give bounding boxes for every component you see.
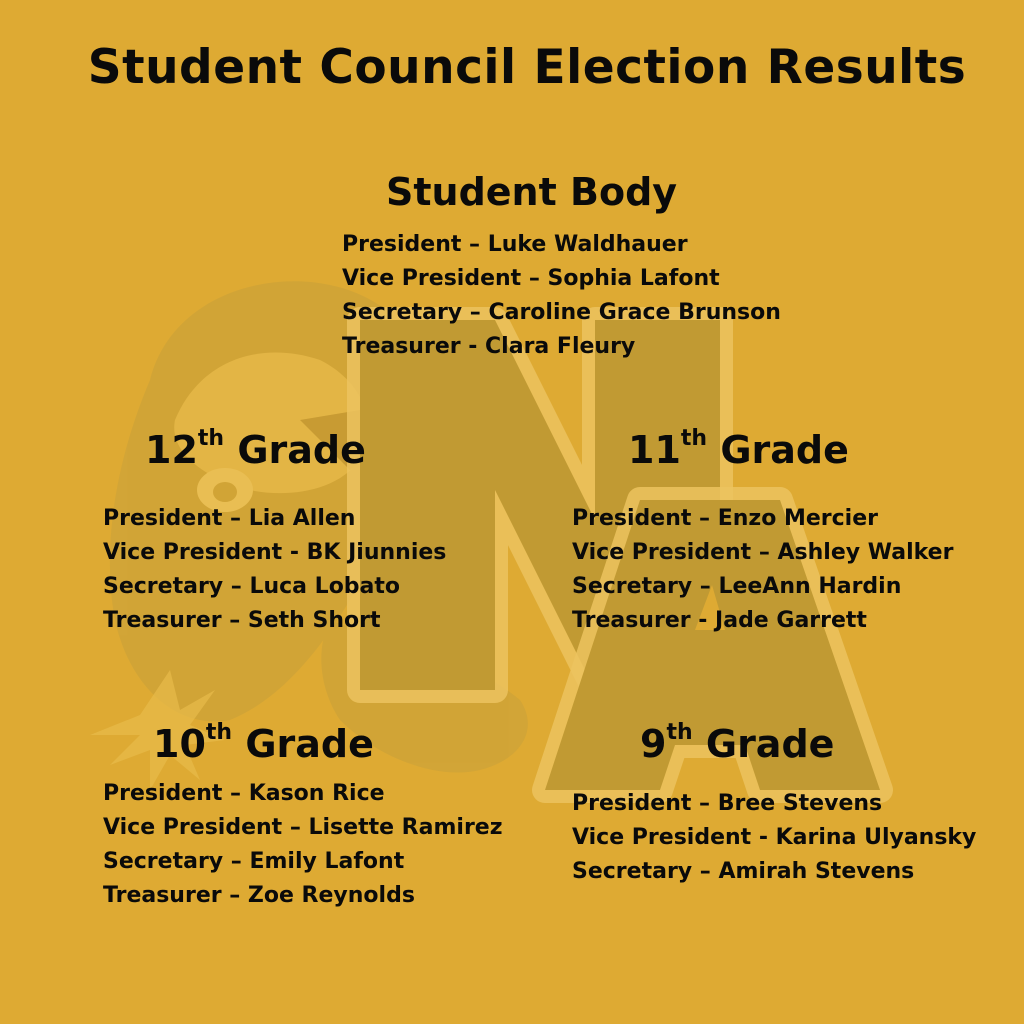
grade-10-suffix: th	[205, 720, 233, 745]
list-item: Secretary – Emily Lafont	[103, 849, 405, 874]
list-item: Secretary – Caroline Grace Brunson	[342, 300, 781, 325]
grade-10-number: 10	[153, 722, 206, 766]
grade-11-officers	[572, 502, 953, 638]
list-item: President – Enzo Mercier	[572, 506, 878, 531]
grade-10-officers	[103, 777, 503, 913]
grade-11-heading	[628, 426, 849, 472]
list-item: Vice President - BK Jiunnies	[103, 540, 447, 565]
grade-12-number: 12	[145, 428, 198, 472]
list-item: Secretary – Luca Lobato	[103, 574, 401, 599]
grade-10-heading	[153, 720, 374, 766]
grade-10-label: Grade	[245, 722, 374, 766]
list-item: Vice President - Karina Ulyansky	[572, 825, 977, 850]
list-item: Vice President – Lisette Ramirez	[103, 815, 503, 840]
grade-9-officers	[572, 787, 976, 889]
student-body-officers	[342, 228, 781, 364]
grade-11-suffix: th	[680, 426, 708, 451]
student-body-heading: Student Body	[386, 170, 678, 214]
page-title: Student Council Election Results	[87, 40, 967, 95]
list-item: President – Bree Stevens	[572, 791, 883, 816]
list-item: President – Luke Waldhauer	[342, 232, 688, 257]
grade-12-label: Grade	[237, 428, 366, 472]
grade-12-heading	[145, 426, 366, 472]
list-item: President – Kason Rice	[103, 781, 385, 806]
grade-12-officers	[103, 502, 446, 638]
grade-12-suffix: th	[197, 426, 225, 451]
list-item: Treasurer - Clara Fleury	[342, 334, 636, 359]
list-item: Secretary – Amirah Stevens	[572, 859, 915, 884]
grade-11-label: Grade	[720, 428, 849, 472]
grade-9-suffix: th	[666, 720, 693, 745]
list-item: Secretary – LeeAnn Hardin	[572, 574, 902, 599]
list-item: President – Lia Allen	[103, 506, 356, 531]
list-item: Vice President – Sophia Lafont	[342, 266, 720, 291]
list-item: Treasurer - Jade Garrett	[572, 608, 867, 633]
grade-9-heading	[640, 720, 834, 766]
grade-9-label: Grade	[705, 722, 835, 766]
list-item: Vice President – Ashley Walker	[572, 540, 954, 565]
grade-9-number: 9	[640, 722, 667, 766]
grade-11-number: 11	[628, 428, 681, 472]
list-item: Treasurer – Zoe Reynolds	[103, 883, 415, 908]
list-item: Treasurer – Seth Short	[103, 608, 381, 633]
